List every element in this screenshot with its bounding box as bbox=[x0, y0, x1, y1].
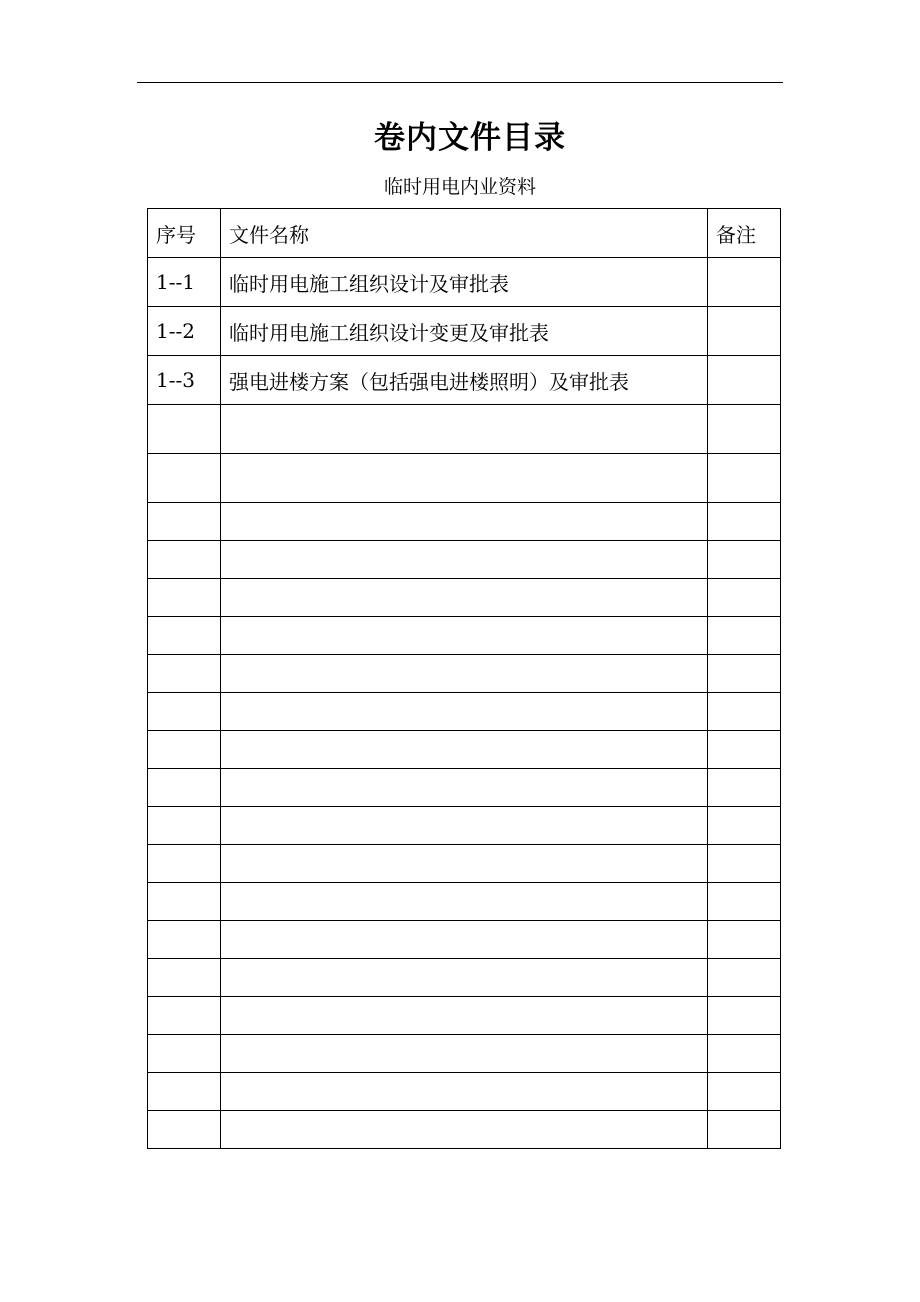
table-row bbox=[148, 731, 781, 769]
cell-file-name bbox=[221, 579, 708, 617]
cell-remarks bbox=[708, 356, 781, 405]
cell-file-name: 临时用电施工组织设计变更及审批表 bbox=[221, 307, 708, 356]
cell-index: 1--2 bbox=[148, 307, 221, 356]
cell-file-name bbox=[221, 883, 708, 921]
cell-file-name bbox=[221, 693, 708, 731]
cell-remarks bbox=[708, 579, 781, 617]
cell-file-name bbox=[221, 997, 708, 1035]
cell-index: 1--1 bbox=[148, 258, 221, 307]
cell-file-name bbox=[221, 769, 708, 807]
cell-index bbox=[148, 1073, 221, 1111]
cell-remarks bbox=[708, 959, 781, 997]
table-row bbox=[148, 1111, 781, 1149]
cell-index bbox=[148, 503, 221, 541]
cell-index bbox=[148, 731, 221, 769]
cell-index bbox=[148, 883, 221, 921]
cell-remarks bbox=[708, 655, 781, 693]
header-remarks: 备注 bbox=[708, 209, 781, 258]
cell-file-name bbox=[221, 405, 708, 454]
cell-remarks bbox=[708, 769, 781, 807]
cell-file-name bbox=[221, 454, 708, 503]
cell-index bbox=[148, 655, 221, 693]
cell-index bbox=[148, 1111, 221, 1149]
cell-index bbox=[148, 997, 221, 1035]
table-row bbox=[148, 959, 781, 997]
table-row bbox=[148, 454, 781, 503]
cell-file-name bbox=[221, 807, 708, 845]
table-row bbox=[148, 307, 781, 356]
cell-file-name bbox=[221, 617, 708, 655]
cell-remarks bbox=[708, 845, 781, 883]
table-row bbox=[148, 693, 781, 731]
page-title: 卷内文件目录 bbox=[374, 120, 566, 156]
cell-index bbox=[148, 405, 221, 454]
cell-index bbox=[148, 921, 221, 959]
cell-remarks bbox=[708, 405, 781, 454]
header-index: 序号 bbox=[148, 209, 221, 258]
cell-remarks bbox=[708, 997, 781, 1035]
cell-file-name bbox=[221, 655, 708, 693]
table-row bbox=[148, 921, 781, 959]
cell-index bbox=[148, 579, 221, 617]
cell-remarks bbox=[708, 883, 781, 921]
cell-remarks bbox=[708, 1035, 781, 1073]
table-row bbox=[148, 997, 781, 1035]
cell-remarks bbox=[708, 541, 781, 579]
cell-file-name bbox=[221, 845, 708, 883]
cell-index bbox=[148, 807, 221, 845]
cell-remarks bbox=[708, 503, 781, 541]
table-row bbox=[148, 617, 781, 655]
table-row bbox=[148, 1073, 781, 1111]
cell-file-name bbox=[221, 541, 708, 579]
cell-file-name bbox=[221, 1073, 708, 1111]
cell-remarks bbox=[708, 731, 781, 769]
cell-file-name bbox=[221, 959, 708, 997]
cell-index bbox=[148, 693, 221, 731]
table-row bbox=[148, 258, 781, 307]
cell-file-name bbox=[221, 503, 708, 541]
cell-index bbox=[148, 1035, 221, 1073]
table-row bbox=[148, 769, 781, 807]
cell-remarks bbox=[708, 454, 781, 503]
table-header-row bbox=[148, 209, 781, 258]
cell-file-name bbox=[221, 1111, 708, 1149]
table-row bbox=[148, 655, 781, 693]
cell-file-name: 临时用电施工组织设计及审批表 bbox=[221, 258, 708, 307]
table-row bbox=[148, 1035, 781, 1073]
cell-index: 1--3 bbox=[148, 356, 221, 405]
file-catalog-table bbox=[147, 208, 781, 1149]
cell-remarks bbox=[708, 921, 781, 959]
cell-file-name bbox=[221, 921, 708, 959]
cell-index bbox=[148, 845, 221, 883]
header-file-name: 文件名称 bbox=[221, 209, 708, 258]
table-row bbox=[148, 541, 781, 579]
cell-remarks bbox=[708, 617, 781, 655]
table-row bbox=[148, 405, 781, 454]
cell-remarks bbox=[708, 307, 781, 356]
table-row bbox=[148, 356, 781, 405]
cell-remarks bbox=[708, 258, 781, 307]
page-subtitle: 临时用电内业资料 bbox=[383, 176, 536, 198]
cell-remarks bbox=[708, 693, 781, 731]
table-row bbox=[148, 807, 781, 845]
cell-remarks bbox=[708, 807, 781, 845]
cell-file-name bbox=[221, 731, 708, 769]
top-rule bbox=[137, 82, 783, 83]
cell-index bbox=[148, 541, 221, 579]
cell-remarks bbox=[708, 1073, 781, 1111]
cell-index bbox=[148, 769, 221, 807]
cell-index bbox=[148, 454, 221, 503]
table-row bbox=[148, 883, 781, 921]
table-row bbox=[148, 503, 781, 541]
cell-file-name bbox=[221, 1035, 708, 1073]
table-row bbox=[148, 845, 781, 883]
cell-remarks bbox=[708, 1111, 781, 1149]
cell-index bbox=[148, 959, 221, 997]
cell-file-name: 强电进楼方案（包括强电进楼照明）及审批表 bbox=[221, 356, 708, 405]
table-row bbox=[148, 579, 781, 617]
cell-index bbox=[148, 617, 221, 655]
